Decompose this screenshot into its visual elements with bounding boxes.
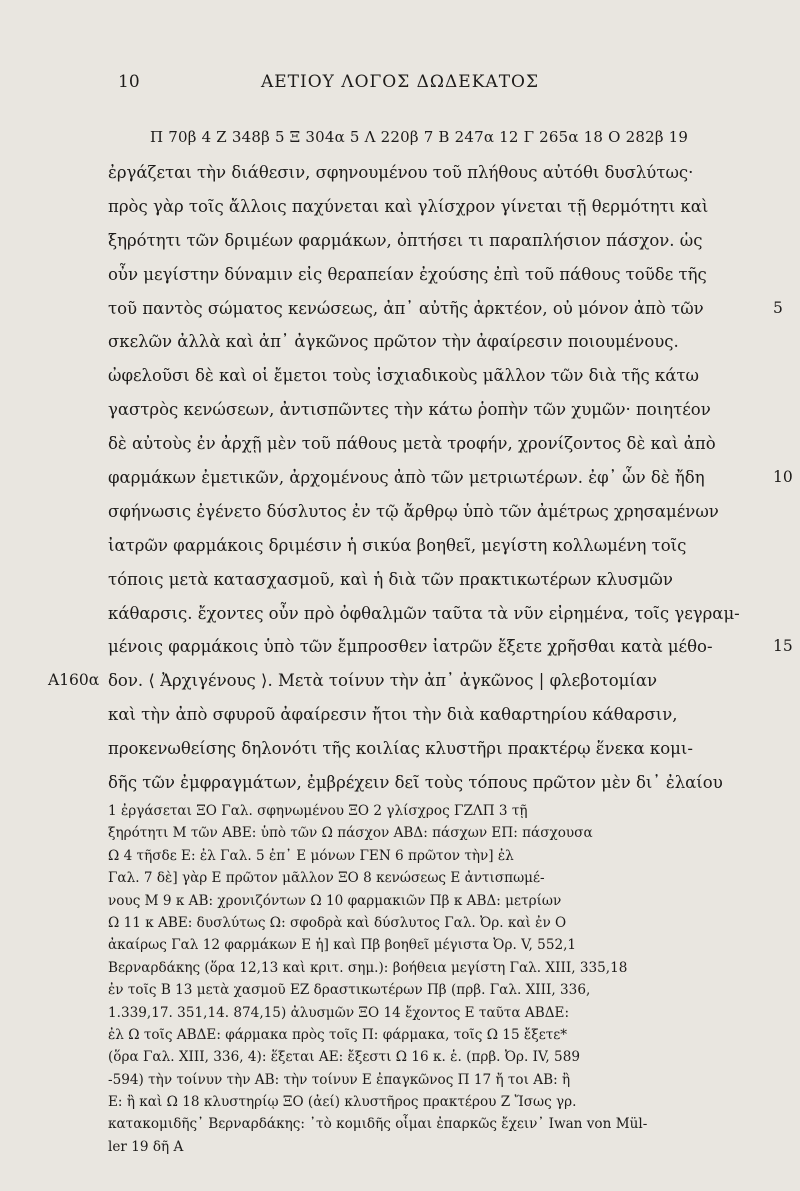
line-number: 15 — [773, 637, 793, 656]
apparatus-line: νους Μ 9 κ ΑΒ: χρονιζόντων Ω 10 φαρμακιῶν Πβ κ ΑΒΔ: μετρίων — [108, 892, 562, 909]
text-line — [108, 393, 758, 427]
apparatus-line: -594) τὴν τοίνυν τὴν ΑΒ: τὴν τοίνυν Ε ἐπαγκῶνος Π 17 ἤ τοι ΑΒ: ἢ — [108, 1071, 571, 1088]
text-line — [108, 359, 758, 393]
text-line — [108, 427, 758, 461]
apparatus-line: Ε: ἢ καὶ Ω 18 κλυστηρίῳ ΞΟ (ἀεί) κλυστῆρος πρακτέρου Ζ Ἴσως γρ. — [108, 1094, 577, 1111]
apparatus-line: Βερναρδάκης (ὅρα 12,13 καὶ κριτ. σημ.): βοήθεια μεγίστη Γαλ. XIII, 335,18 — [108, 959, 628, 976]
text-line — [108, 630, 793, 664]
line-text: ἰατρῶν φαρμάκοις δριμέσιν ἡ σικύα βοηθεῖ, μεγίστη κολλωμένη τοῖς — [108, 535, 687, 555]
apparatus-line: ler 19 δῆ Α — [108, 1138, 184, 1155]
text-line — [108, 258, 758, 292]
apparatus-line: Ω 11 κ ΑΒΕ: δυσλύτως Ω: σφοδρὰ καὶ δύσλυτος Γαλ. Ὀρ. καὶ ἐν Ο — [108, 914, 567, 931]
apparatus-line: ξηρότητι Μ τῶν ΑΒΕ: ὑπὸ τῶν Ω πάσχον ΑΒΔ: πάσχων ΕΠ: πάσχουσα — [108, 825, 593, 842]
text-line — [108, 766, 758, 800]
text-line — [108, 495, 758, 529]
line-text: οὖν μεγίστην δύναμιν εἰς θεραπείαν ἐχούσης ἐπὶ τοῦ πάθους τοῦδε τῆς — [108, 264, 707, 284]
apparatus-line: (ὅρα Γαλ. XIII, 336, 4): ἕξεται ΑΕ: ἔξεστι Ω 16 κ. ἑ. (πρβ. Ὀρ. IV, 589 — [108, 1049, 581, 1066]
line-text: γαστρὸς κενώσεων, ἀντισπῶντες τὴν κάτω ῥοπὴν τῶν χυμῶν· ποιητέον — [108, 400, 711, 420]
line-number: 10 — [773, 468, 793, 487]
apparatus-line: 1.339,17. 351,14. 874,15) ἀλυσμῶν ΞΟ 14 ἔχοντος Ε ταῦτα ΑΒΔΕ: — [108, 1004, 570, 1021]
text-line — [108, 156, 758, 190]
line-text: ὠφελοῦσι δὲ καὶ οἱ ἔμετοι τοὺς ἰσχιαδικοὺς μᾶλλον τῶν διὰ τῆς κάτω — [108, 366, 699, 386]
line-text: καὶ τὴν ἀπὸ σφυροῦ ἀφαίρεσιν ἤτοι τὴν διὰ καθαρτηρίου κάθαρσιν, — [108, 705, 678, 725]
line-text: τοῦ παντὸς σώματος κενώσεως, ἀπ᾽ αὐτῆς ἀρκτέον, οὐ μόνον ἀπὸ τῶν — [108, 298, 704, 318]
text-line — [108, 597, 758, 631]
line-text: σφήνωσις ἐγένετο δύσλυτος ἐν τῷ ἄρθρῳ ὑπὸ τῶν ἀμέτρως χρησαμένων — [108, 501, 719, 521]
line-number: 5 — [773, 298, 783, 317]
text-line — [48, 664, 758, 698]
page-number: 10 — [118, 72, 140, 92]
apparatus-line: Γαλ. 7 δὲ] γὰρ Ε πρῶτον μᾶλλον ΞΟ 8 κενώσεως Ε ἀντισπωμέ- — [108, 870, 545, 887]
text-line — [108, 732, 758, 766]
text-line — [108, 224, 758, 258]
line-text: ἐργάζεται τὴν διάθεσιν, σφηνουμένου τοῦ πλήθους αὐτόθι δυσλύτως· — [108, 163, 694, 182]
main-text — [48, 156, 793, 800]
line-text: φαρμάκων ἐμετικῶν, ἀρχομένους ἀπὸ τῶν μετριωτέρων. ἐφ᾽ ὧν δὲ ἤδη — [108, 468, 705, 488]
line-text: ξηρότητι τῶν δριμέων φαρμάκων, ὀπτήσει τι παραπλήσιον πάσχον. ὡς — [108, 230, 703, 250]
apparatus-line: ἀκαίρως Γαλ 12 φαρμάκων Ε ἡ] καὶ Πβ βοηθεῖ μέγιστα Ὀρ. V, 552,1 — [108, 937, 577, 954]
apparatus-line: κατακομιδῆς᾽ Βερναρδάκης: ᾽τὸ κομιδῆς οἶμαι ἐπαρκῶς ἔχειν᾽ Iwan von Mül- — [108, 1116, 648, 1133]
apparatus-line: 1 ἐργάσεται ΞΟ Γαλ. σφηνωμένου ΞΟ 2 γλίσχρος ΓΖΛΠ 3 τῇ — [108, 803, 528, 819]
text-line — [108, 292, 783, 326]
apparatus-line: Ω 4 τῆσδε Ε: ἐλ Γαλ. 5 ἐπ᾽ Ε μόνων ΓΕΝ 6 πρῶτον τὴν] ἐλ — [108, 847, 514, 864]
text-line — [108, 190, 758, 224]
text-line — [108, 461, 793, 495]
line-text: πρὸς γὰρ τοῖς ἄλλοις παχύνεται καὶ γλίσχρον γίνεται τῇ θερμότητι καὶ — [108, 196, 709, 216]
line-text: δὲ αὐτοὺς ἐν ἀρχῇ μὲν τοῦ πάθους μετὰ τροφήν, χρονίζοντος δὲ καὶ ἀπὸ — [108, 434, 716, 454]
apparatus-line: ἐλ Ω τοῖς ΑΒΔΕ: φάρμακα πρὸς τοῖς Π: φάρμακα, τοῖς Ω 15 ἔξετε* — [108, 1026, 568, 1043]
line-text: κάθαρσις. ἔχοντες οὖν πρὸ ὀφθαλμῶν ταῦτα τὰ νῦν εἰρημένα, τοῖς γεγραμ- — [108, 603, 740, 623]
text-line — [108, 563, 758, 597]
text-line — [108, 325, 758, 359]
running-head: ΑΕΤΙΟΥ ΛΟΓΟΣ ΔΩΔΕΚΑΤΟΣ — [260, 72, 539, 92]
line-text: μένοις φαρμάκοις ὑπὸ τῶν ἔμπροσθεν ἰατρῶν ἔξετε χρῆσθαι κατὰ μέθο- — [108, 637, 713, 657]
critical-apparatus — [108, 800, 768, 1158]
margin-reference: A160α — [48, 671, 100, 690]
line-text: τόποις μετὰ κατασχασμοῦ, καὶ ἡ διὰ τῶν πρακτικωτέρων κλυσμῶν — [108, 569, 673, 589]
text-line — [108, 698, 758, 732]
apparatus-line: ἐν τοῖς Β 13 μετὰ χασμοῦ ΕΖ δραστικωτέρων Πβ (πρβ. Γαλ. XIII, 336, — [108, 982, 591, 999]
manuscript-sigla: Π 70β 4 Ζ 348β 5 Ξ 304α 5 Λ 220β 7 Β 247α 12 Γ 265α 18 Ο 282β 19 — [150, 128, 689, 146]
line-text: προκενωθείσης δηλονότι τῆς κοιλίας κλυστῆρι πρακτέρῳ ἕνεκα κομι- — [108, 739, 693, 759]
text-line — [108, 529, 758, 563]
line-text: δον. ⟨ Ἀρχιγένους ⟩. Μετὰ τοίνυν τὴν ἀπ᾽ ἀγκῶνος | φλεβοτομίαν — [108, 671, 658, 691]
line-text: δῆς τῶν ἐμφραγμάτων, ἐμβρέχειν δεῖ τοὺς τόπους πρῶτον μὲν δι᾽ ἐλαίου — [108, 773, 723, 793]
line-text: σκελῶν ἀλλὰ καὶ ἀπ᾽ ἀγκῶνος πρῶτον τὴν ἀφαίρεσιν ποιουμένους. — [108, 332, 679, 352]
